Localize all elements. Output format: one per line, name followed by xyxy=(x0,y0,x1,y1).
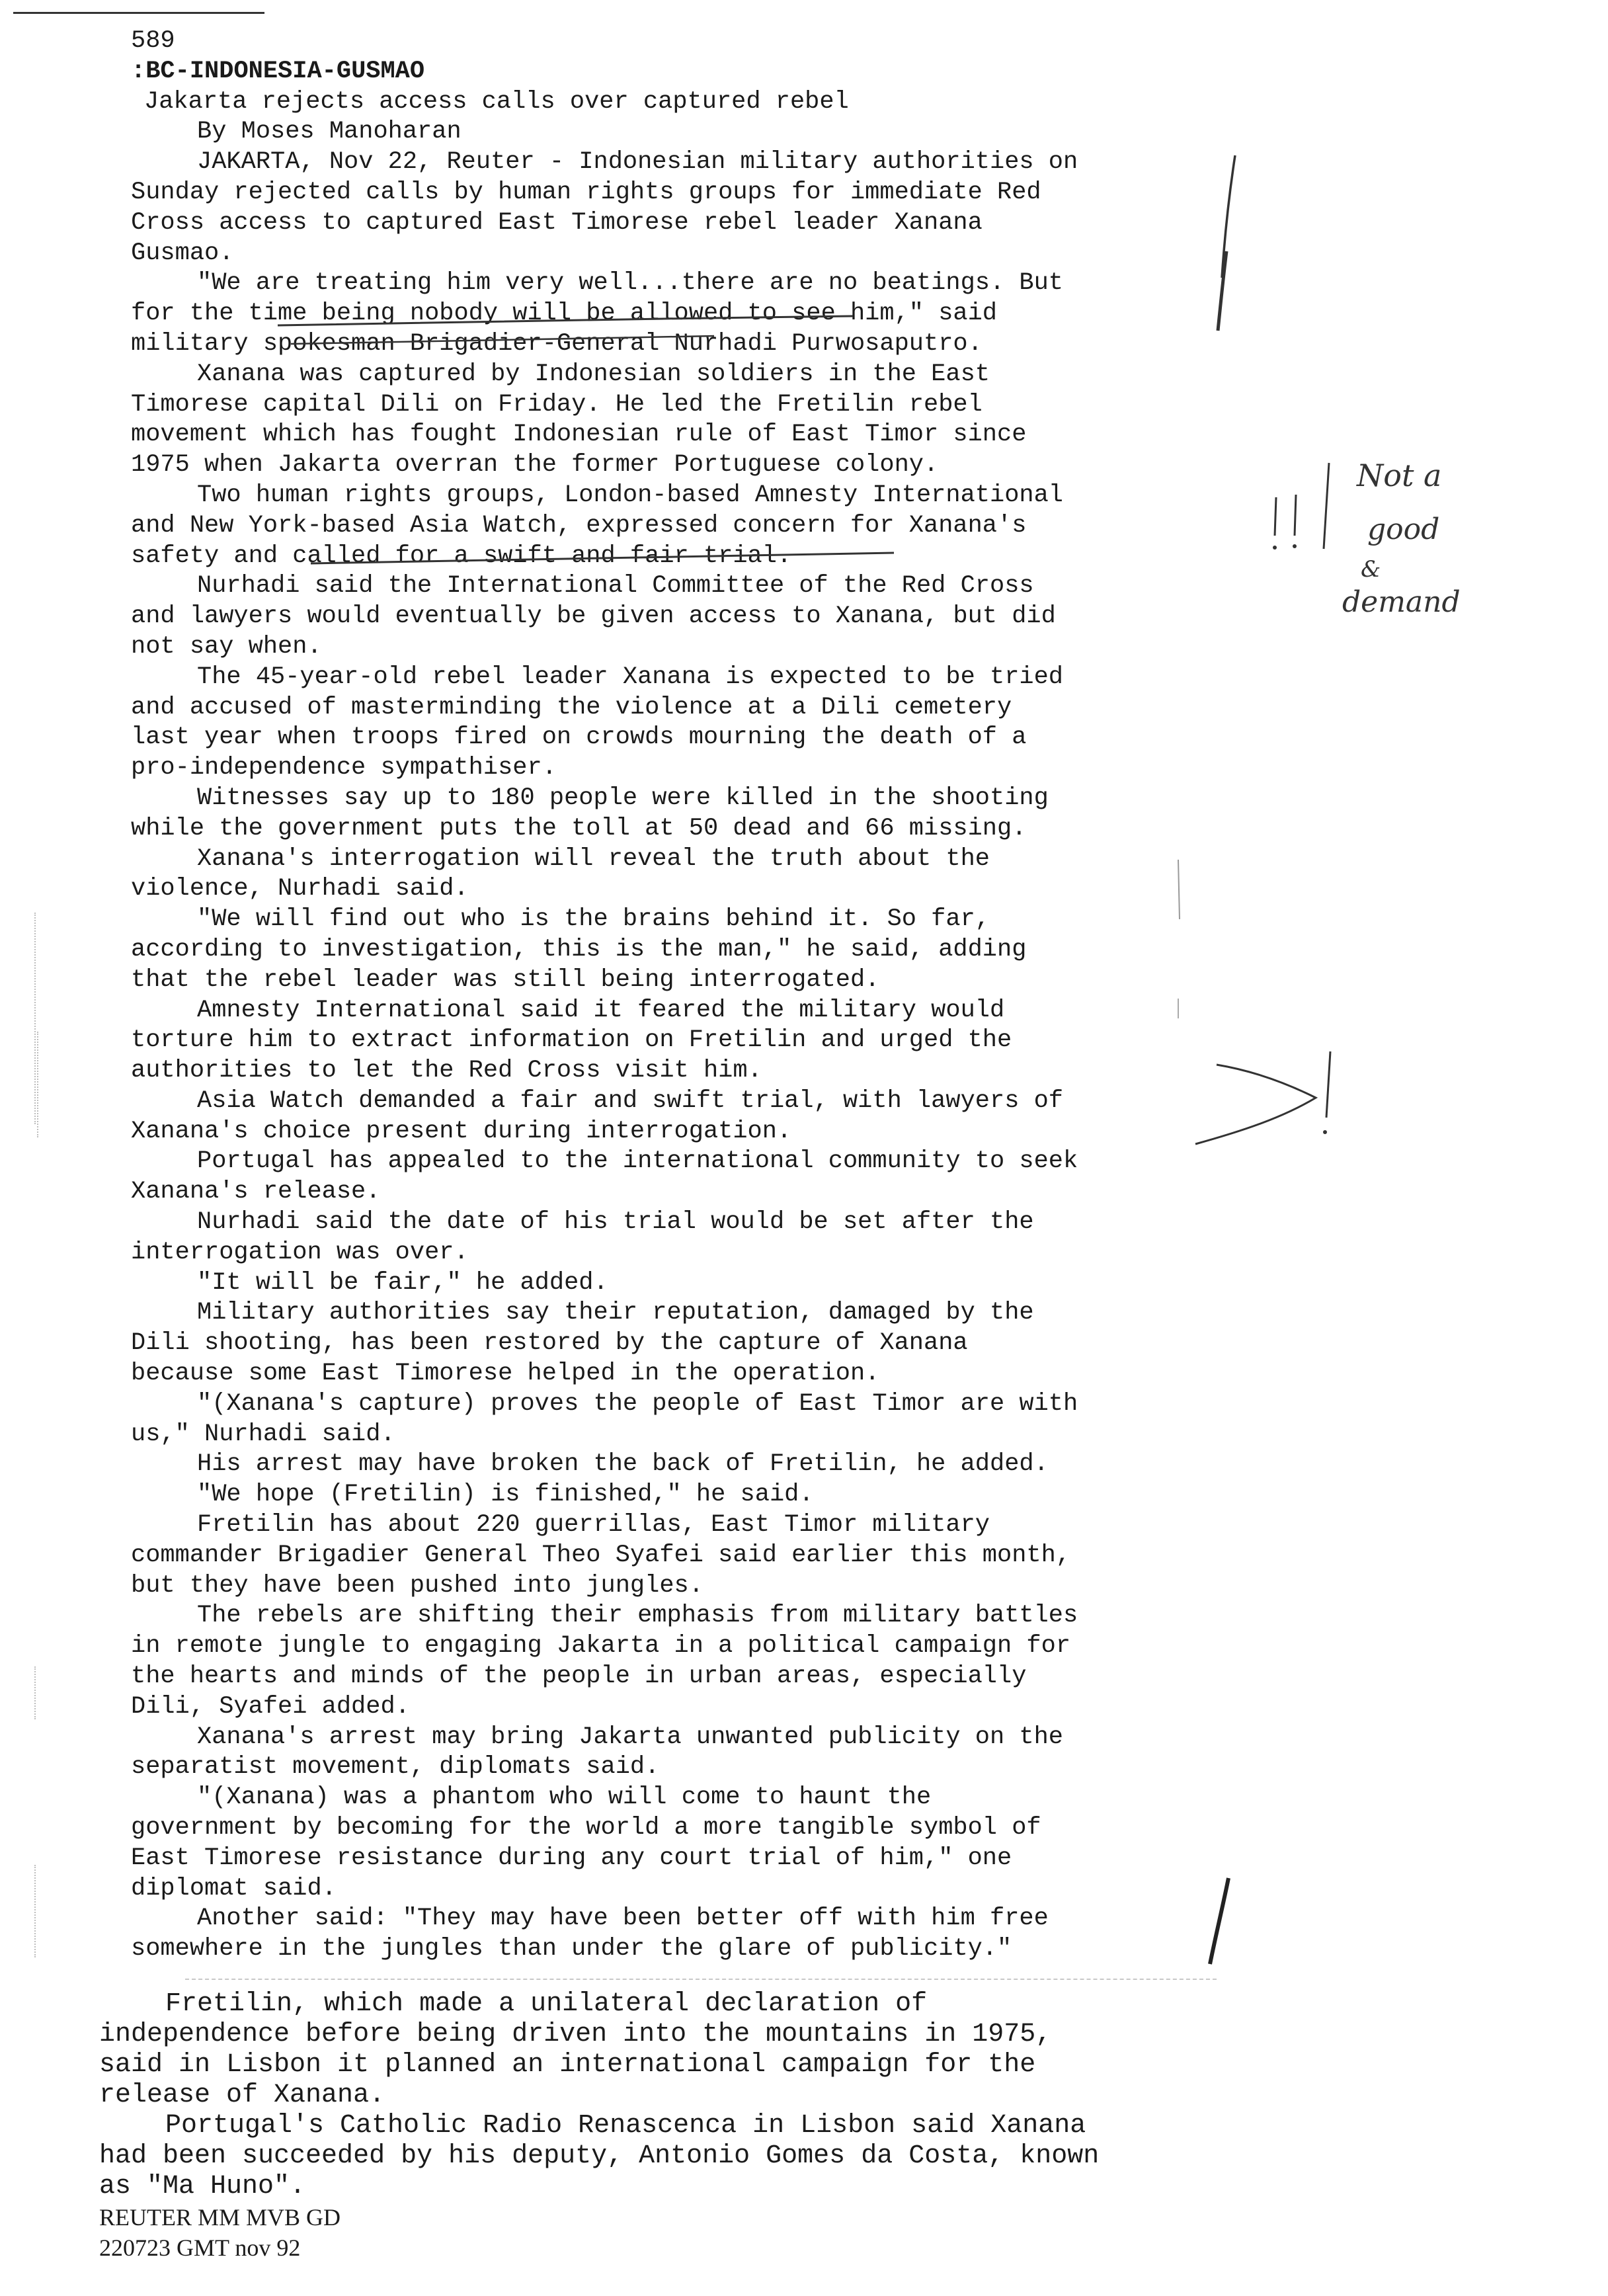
text-line: Xanana was captured by Indonesian soldiers in the East xyxy=(197,360,990,388)
text-line: while the government puts the toll at 50 dead and 66 missing. xyxy=(131,814,1027,842)
text-line: "(Xanana) was a phantom who will come to haunt the xyxy=(197,1784,932,1812)
text-line: somewhere in the jungles than under the glare of publicity." xyxy=(131,1935,1012,1963)
text-line: East Timorese resistance during any court trial of him," one xyxy=(131,1844,1012,1872)
text-line: as "Ma Huno". xyxy=(99,2172,306,2201)
headline: Jakarta rejects access calls over captured rebel xyxy=(144,87,849,116)
text-line: Xanana's choice present during interrogation. xyxy=(131,1117,792,1145)
text-line: Portugal has appealed to the international community to seek xyxy=(197,1147,1078,1176)
text-line: that the rebel leader was still being interrogated. xyxy=(131,965,880,994)
text-line: His arrest may have broken the back of Fretilin, he added. xyxy=(197,1450,1049,1479)
text-line: pro-independence sympathiser. xyxy=(131,754,557,782)
text-line: Military authorities say their reputation, damaged by the xyxy=(197,1299,1034,1327)
exclamation-mark xyxy=(1295,495,1296,536)
text-line: "It will be fair," he added. xyxy=(197,1268,608,1297)
text-line: "We are treating him very well...there are no beatings. But xyxy=(197,269,1064,298)
text-line: Nurhadi said the International Committee of the Red Cross xyxy=(197,572,1034,600)
text-line: "We will find out who is the brains behind it. So far, xyxy=(197,905,990,934)
text-line: Sunday rejected calls by human rights groups for immediate Red xyxy=(131,178,1041,206)
margin-line-mark xyxy=(1222,155,1235,278)
text-line: safety and called for a swift and fair trial. xyxy=(131,542,792,570)
text-line: JAKARTA, Nov 22, Reuter - Indonesian military authorities on xyxy=(197,148,1078,177)
page-number: 589 xyxy=(131,27,175,55)
story-addendum xyxy=(99,1989,1223,2263)
text-line: Cross access to captured East Timorese rebel leader Xanana xyxy=(131,208,983,237)
text-line: Fretilin, which made a unilateral declaration of xyxy=(165,1989,928,2019)
margin-note-line: demand xyxy=(1342,585,1461,619)
fax-artifact-mark xyxy=(34,1865,36,1957)
margin-note xyxy=(1342,458,1461,619)
text-line: according to investigation, this is the man," he said, adding xyxy=(131,935,1027,964)
text-line: independence before being driven into the mountains in 1975, xyxy=(99,2020,1052,2049)
margin-mark-text: ! xyxy=(1256,1325,1257,1326)
text-line: 1975 when Jakarta overran the former Portuguese colony. xyxy=(131,451,939,479)
text-line: Nurhadi said the date of his trial would be set after the xyxy=(197,1208,1034,1237)
text-line: had been succeeded by his deputy, Antonio Gomes da Costa, known xyxy=(99,2141,1100,2171)
text-line: Two human rights groups, London-based Amnesty International xyxy=(197,481,1064,509)
margin-line-mark xyxy=(1324,463,1329,549)
text-line: military spokesman Brigadier-General Nurhadi Purwosaputro. xyxy=(131,329,983,358)
margin-note-line: Not a xyxy=(1357,458,1442,493)
text-line: diplomat said. xyxy=(131,1874,337,1903)
section-divider xyxy=(185,1979,1217,1980)
text-line: for the time being nobody will be allowed to see him," said xyxy=(131,300,998,328)
text-line: the hearts and minds of the people in urban areas, especially xyxy=(131,1662,1027,1691)
timestamp-line: 220723 GMT nov 92 xyxy=(99,2234,301,2261)
wire-story xyxy=(131,26,1215,1965)
reuter-tag: REUTER MM MVB GD xyxy=(99,2204,341,2231)
margin-marks xyxy=(1256,1322,1257,1326)
text-line: us," Nurhadi said. xyxy=(131,1420,395,1448)
text-line: Another said: "They may have been better off with him free xyxy=(197,1905,1049,1933)
slug-line: :BC-INDONESIA-GUSMAO xyxy=(131,57,425,85)
margin-line-mark xyxy=(1218,251,1226,331)
text-line: interrogation was over. xyxy=(131,1238,469,1266)
exclamation-dot xyxy=(1273,546,1277,550)
text-line: and lawyers would eventually be given access to Xanana, but did xyxy=(131,602,1056,631)
text-line: Timorese capital Dili on Friday. He led the Fretilin rebel xyxy=(131,390,983,419)
text-line: Xanana's release. xyxy=(131,1178,381,1206)
story-body xyxy=(131,147,1215,1965)
text-line: Amnesty International said it feared the military would xyxy=(197,996,1005,1024)
margin-note-line: & xyxy=(1361,556,1381,583)
text-line: last year when troops fired on crowds mourning the death of a xyxy=(131,723,1027,752)
text-line: and accused of masterminding the violence at a Dili cemetery xyxy=(131,693,1012,721)
fax-artifact-mark xyxy=(34,913,36,1124)
text-line: because some East Timorese helped in the operation. xyxy=(131,1360,880,1388)
text-line: violence, Nurhadi said. xyxy=(131,875,469,903)
text-line: Xanana's arrest may bring Jakarta unwanted publicity on the xyxy=(197,1723,1064,1751)
text-line: "(Xanana's capture) proves the people of East Timor are with xyxy=(197,1389,1078,1418)
text-line: "We hope (Fretilin) is finished," he said. xyxy=(197,1481,814,1509)
text-line: The 45-year-old rebel leader Xanana is expected to be tried xyxy=(197,663,1064,691)
text-line: separatist movement, diplomats said. xyxy=(131,1753,660,1782)
text-line: torture him to extract information on Fretilin and urged the xyxy=(131,1026,1012,1055)
exclamation-mark xyxy=(1326,1051,1330,1118)
slug: BC-INDONESIA-GUSMAO xyxy=(145,57,425,85)
text-line: in remote jungle to engaging Jakarta in a political campaign for xyxy=(131,1632,1071,1660)
fax-artifact-mark xyxy=(37,1032,38,1137)
fax-artifact-mark xyxy=(34,1666,36,1719)
text-line: Xanana's interrogation will reveal the truth about the xyxy=(197,844,990,873)
text-line: commander Brigadier General Theo Syafei said earlier this month, xyxy=(131,1541,1071,1569)
text-line: government by becoming for the world a more tangible symbol of xyxy=(131,1814,1041,1842)
text-line: Witnesses say up to 180 people were killed in the shooting xyxy=(197,784,1049,812)
text-line: said in Lisbon it planned an international campaign for the xyxy=(99,2050,1036,2080)
text-line: release of Xanana. xyxy=(99,2080,385,2110)
text-line: movement which has fought Indonesian rule of East Timor since xyxy=(131,421,1027,449)
margin-note-line: good xyxy=(1367,512,1440,546)
text-line: and New York-based Asia Watch, expressed concern for Xanana's xyxy=(131,511,1027,540)
text-line: Asia Watch demanded a fair and swift trial, with lawyers of xyxy=(197,1086,1064,1115)
text-line: The rebels are shifting their emphasis from military battles xyxy=(197,1602,1078,1630)
addendum-body xyxy=(99,1989,1223,2202)
exclamation-dot xyxy=(1293,544,1297,548)
text-line: but they have been pushed into jungles. xyxy=(131,1571,704,1600)
text-line: Gusmao. xyxy=(131,239,234,267)
text-line: Portugal's Catholic Radio Renascenca in Lisbon said Xanana xyxy=(165,2111,1086,2141)
text-line: Dili, Syafei added. xyxy=(131,1692,410,1721)
exclamation-mark xyxy=(1275,497,1276,536)
text-line: not say when. xyxy=(131,632,322,661)
exclamation-dot xyxy=(1323,1130,1327,1134)
text-line: Fretilin has about 220 guerrillas, East Timor military xyxy=(197,1511,990,1539)
text-line: authorities to let the Red Cross visit him. xyxy=(131,1057,762,1085)
top-rule xyxy=(13,12,264,14)
text-line: Dili shooting, has been restored by the capture of Xanana xyxy=(131,1329,968,1358)
byline: By Moses Manoharan xyxy=(197,118,462,146)
